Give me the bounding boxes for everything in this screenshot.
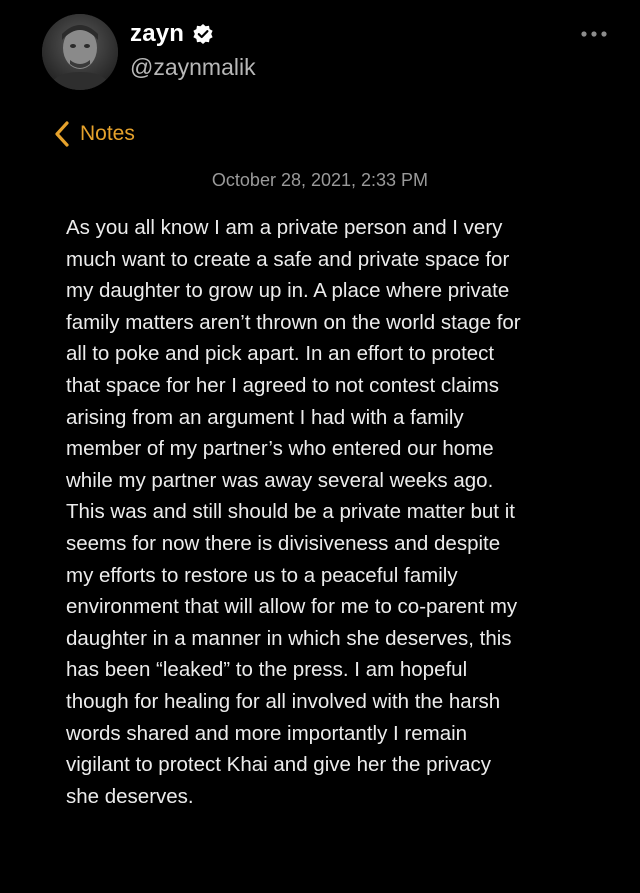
chevron-left-icon (54, 120, 70, 148)
user-handle: @zaynmalik (130, 54, 256, 80)
note-body-text: As you all know I am a private person and I very much want to create a safe and private space for my daughter to grow up in. A place where private family matters aren’t thrown on the world stage for all to poke and pick apart. In an effort to protect that space for her I agreed to not contest claims arising from an argument I had with a family member of my partner’s who entered our home while my partner was away several weeks ago. This was and still should be a private matter but it seems for now there is divisiveness and despite my efforts to restore us to a peaceful family environment that will allow for me to co-parent my daughter in a manner in which she deserves, this has been “leaked” to the press. I am hopeful though for healing for all involved with the harsh words shared and more importantly I remain vigilant to protect Khai and give her the privacy she deserves. (66, 216, 521, 808)
profile-header (0, 0, 640, 100)
back-label: Notes (80, 122, 135, 145)
verified-badge-icon (192, 23, 214, 45)
back-to-notes-button[interactable] (54, 120, 135, 148)
profile-photo-icon (42, 14, 118, 90)
more-horizontal-icon[interactable] (580, 26, 608, 36)
note-timestamp: October 28, 2021, 2:33 PM (211, 170, 429, 190)
name-row (130, 20, 214, 48)
avatar[interactable] (42, 14, 118, 90)
display-name: zayn (130, 20, 185, 47)
